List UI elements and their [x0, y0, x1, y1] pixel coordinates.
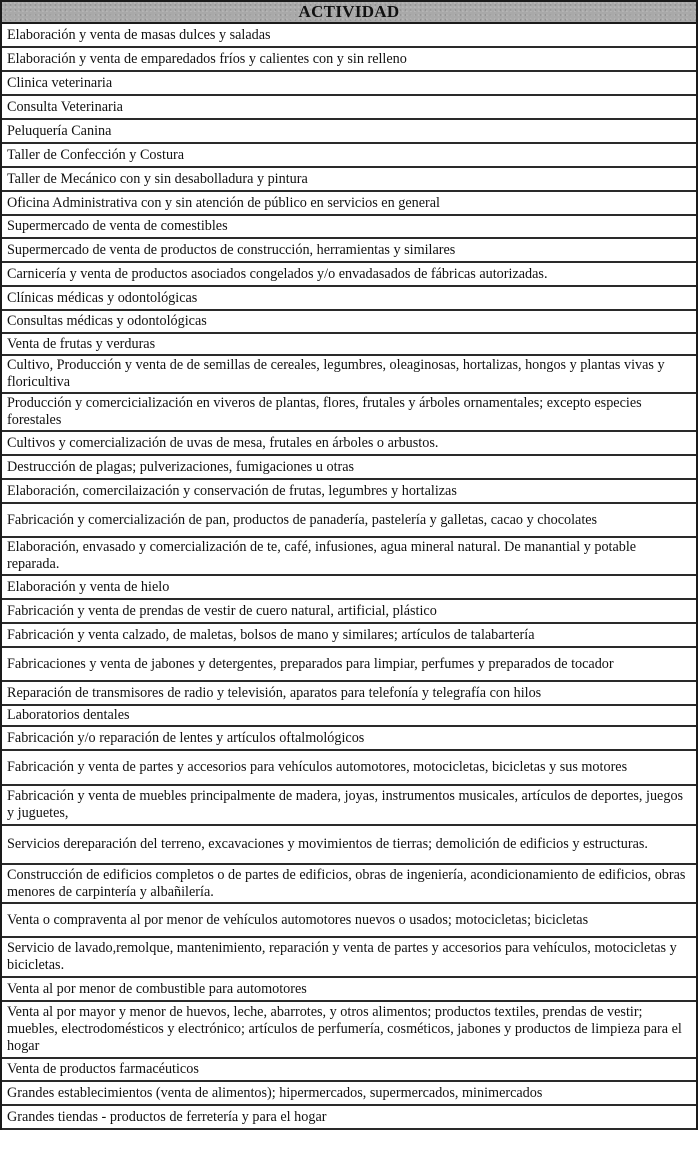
activity-text: Elaboración, comercilaización y conservación de frutas, legumbres y hortalizas: [7, 482, 457, 499]
activity-text: Fabricación y venta calzado, de maletas, bolsos de mano y similares; artículos de talabartería: [7, 626, 535, 643]
table-row: [2, 978, 696, 1002]
activity-text: Elaboración y venta de hielo: [7, 578, 170, 595]
activity-text: Construcción de edificios completos o de partes de edificios, obras de ingeniería, acondicionamiento de edificios, obras menores de carpintería y albañilería.: [7, 866, 686, 900]
table-header: [2, 0, 696, 24]
activity-text: Venta de frutas y verduras: [7, 335, 156, 352]
table-row: [2, 706, 696, 727]
activity-text: Fabricación y venta de partes y accesorios para vehículos automotores, motocicletas, bicicletas y sus motores: [7, 759, 628, 775]
table-row: [2, 356, 696, 394]
table-row: [2, 727, 696, 751]
table-row: [2, 96, 696, 120]
activity-text: Grandes establecimientos (venta de alimentos); hipermercados, supermercados, minimercados: [7, 1084, 543, 1101]
activity-text: Servicio de lavado,remolque, mantenimiento, reparación y venta de partes y accesorios para vehículos, motocicletas y bicicletas.: [7, 940, 677, 973]
activity-text: Elaboración, envasado y comercialización de te, café, infusiones, agua mineral natural. De manantial y potable reparada.: [7, 539, 637, 572]
activity-text: Clínicas médicas y odontológicas: [7, 289, 198, 306]
table-row: [2, 648, 696, 682]
table-row: [2, 624, 696, 648]
activity-text: Reparación de transmisores de radio y televisión, aparatos para telefonía y telegrafía con hilos: [7, 684, 542, 701]
table-row: [2, 786, 696, 826]
activity-text: Consulta Veterinaria: [7, 98, 123, 115]
table-row: [2, 216, 696, 239]
activity-text: Elaboración y venta de masas dulces y saladas: [7, 26, 271, 43]
activity-text: Taller de Mecánico con y sin desabolladura y pintura: [7, 170, 308, 187]
table-row: [2, 751, 696, 786]
activity-text: Venta o compraventa al por menor de vehículos automotores nuevos o usados; motocicletas; bicicletas: [7, 911, 589, 928]
activity-text: Supermercado de venta de comestibles: [7, 218, 228, 234]
table-row: [2, 456, 696, 480]
table-row: [2, 120, 696, 144]
activity-text: Grandes tiendas - productos de ferretería y para el hogar: [7, 1108, 327, 1125]
table-row: [2, 480, 696, 504]
activity-text: Fabricación y/o reparación de lentes y artículos oftalmológicos: [7, 729, 365, 746]
table-row: [2, 1082, 696, 1106]
table-row: [2, 938, 696, 978]
table-row: [2, 48, 696, 72]
table-row: [2, 826, 696, 865]
table-row: [2, 394, 696, 432]
table-row: [2, 24, 696, 48]
table-body: [2, 24, 696, 1130]
activity-text: Supermercado de venta de productos de construcción, herramientas y similares: [7, 241, 456, 258]
table-row: [2, 239, 696, 263]
activity-text: Fabricación y venta de muebles principalmente de madera, joyas, instrumentos musicales, artículos de deportes, juegos y juguetes,: [7, 788, 684, 821]
table-row: [2, 538, 696, 576]
table-row: [2, 72, 696, 96]
table-row: [2, 600, 696, 624]
table-row: [2, 576, 696, 600]
activity-text: Servicios dereparación del terreno, excavaciones y movimientos de tierras; demolición de edificios y estructuras.: [7, 836, 648, 852]
activity-text: Elaboración y venta de emparedados fríos y calientes con y sin relleno: [7, 50, 407, 67]
activity-text: Clinica veterinaria: [7, 74, 113, 91]
table-row: [2, 144, 696, 168]
table-row: [2, 1002, 696, 1059]
activity-text: Fabricaciones y venta de jabones y detergentes, preparados para limpiar, perfumes y preparados de tocador: [7, 655, 614, 672]
table-row: [2, 287, 696, 311]
activity-text: Producción y comercicialización en viveros de plantas, flores, frutales y árboles ornamentales; excepto especies forestales: [7, 395, 642, 428]
table-row: [2, 504, 696, 538]
activity-text: Destrucción de plagas; pulverizaciones, fumigaciones u otras: [7, 458, 355, 475]
activity-text: Oficina Administrativa con y sin atención de público en servicios en general: [7, 194, 440, 211]
activity-text: Peluquería Canina: [7, 122, 112, 139]
activity-text: Taller de Confección y Costura: [7, 146, 185, 163]
activity-text: Venta al por mayor y menor de huevos, leche, abarrotes, y otros alimentos; productos textiles, prendas de vestir; muebles, electrodomésticos y electrónico; artículos de perfumería, cosméticos, jabones y productos de limpieza para el hogar: [7, 1004, 682, 1054]
table-row: [2, 1059, 696, 1082]
activity-text: Cultivo, Producción y venta de de semillas de cereales, legumbres, oleaginosas, hortalizas, hongos y plantas vivas y floricultiva: [7, 357, 665, 390]
activity-text: Venta de productos farmacéuticos: [7, 1061, 199, 1077]
activity-text: Carnicería y venta de productos asociados congelados y/o envadasados de fábricas autorizadas.: [7, 265, 548, 282]
table-row: [2, 682, 696, 706]
table-row: [2, 311, 696, 334]
activity-text: Fabricación y comercialización de pan, productos de panadería, pastelería y galletas, cacao y chocolates: [7, 511, 598, 528]
table-row: [2, 168, 696, 192]
activity-text: Consultas médicas y odontológicas: [7, 313, 207, 329]
table-row: [2, 865, 696, 904]
table-row: [2, 334, 696, 356]
activity-text: Venta al por menor de combustible para automotores: [7, 980, 307, 997]
activity-text: Laboratorios dentales: [7, 707, 130, 723]
header-label: ACTIVIDAD: [298, 2, 400, 21]
table-row: [2, 1106, 696, 1130]
activity-text: Fabricación y venta de prendas de vestir de cuero natural, artificial, plástico: [7, 602, 437, 619]
activity-text: Cultivos y comercialización de uvas de mesa, frutales en árboles o arbustos.: [7, 434, 439, 451]
table-row: [2, 263, 696, 287]
table-row: [2, 432, 696, 456]
table-row: [2, 192, 696, 216]
table-row: [2, 904, 696, 938]
